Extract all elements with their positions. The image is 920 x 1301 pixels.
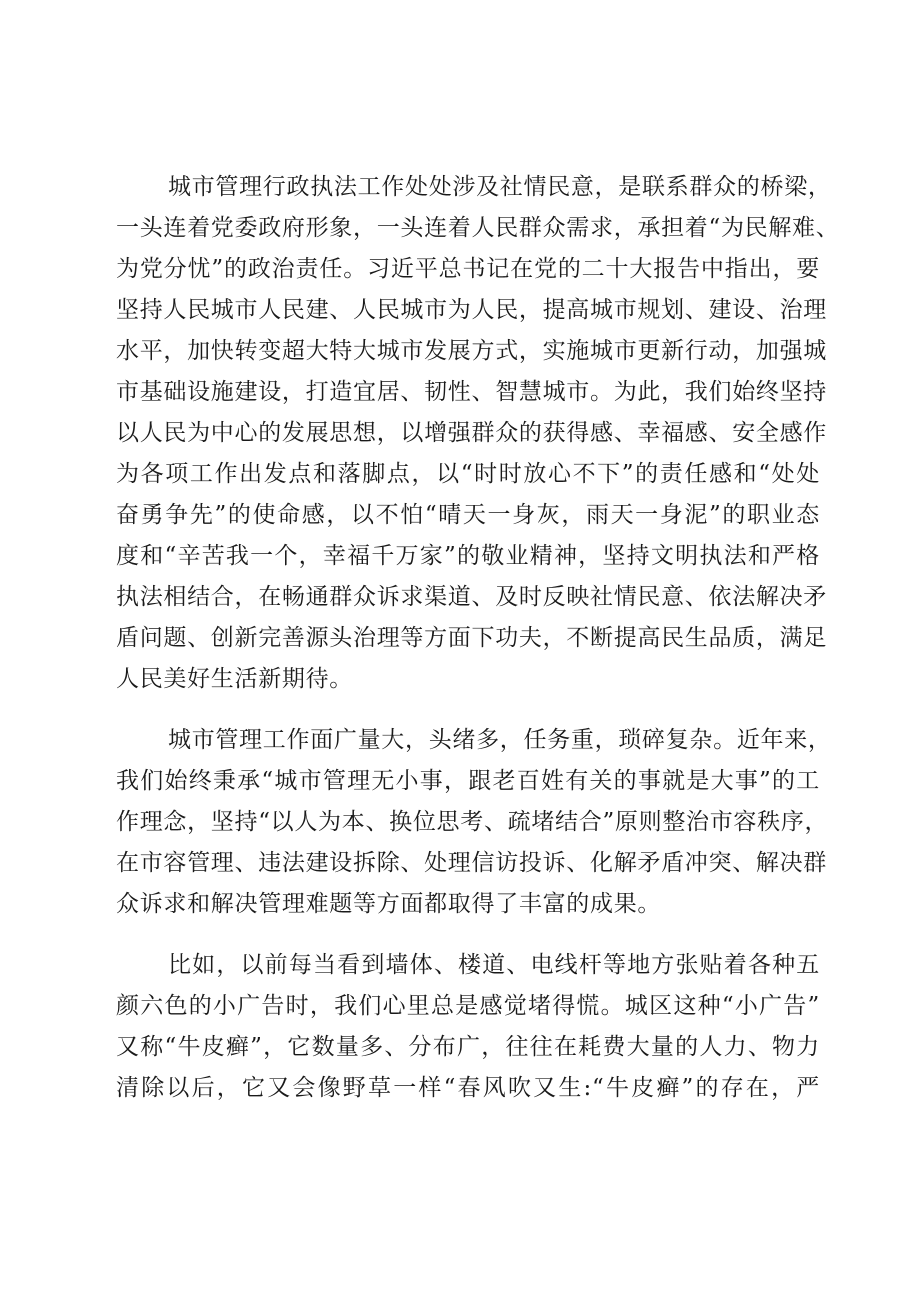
text-line: 为党分忧”的政治责任。习近平总书记在党的二十大报告中指出，要 bbox=[116, 256, 820, 282]
text-line: 城市管理行政执法工作处处涉及社情民意，是联系群众的桥梁， bbox=[168, 174, 832, 200]
text-line: 市基础设施建设，打造宜居、韧性、智慧城市。为此，我们始终坚持 bbox=[116, 379, 827, 405]
text-line: 城市管理工作面广量大，头绪多，任务重，琐碎复杂。近年来， bbox=[168, 727, 832, 753]
text-line: 奋勇争先”的使命感，以不怕“晴天一身灰，雨天一身泥”的职业态 bbox=[116, 502, 820, 528]
text-line: 在市容管理、违法建设拆除、处理信访投诉、化解矛盾冲突、解决群 bbox=[116, 850, 827, 876]
text-line: 执法相结合，在畅通群众诉求渠道、及时反映社情民意、依法解决矛 bbox=[116, 584, 827, 610]
text-line: 度和“辛苦我一个，幸福千万家”的敬业精神，坚持文明执法和严格 bbox=[116, 543, 820, 569]
text-line: 一头连着党委政府形象，一头连着人民群众需求，承担着“为民解难、 bbox=[116, 215, 840, 241]
text-line: 众诉求和解决管理难题等方面都取得了丰富的成果。 bbox=[116, 891, 662, 917]
text-line: 为各项工作出发点和落脚点，以“时时放心不下”的责任感和“处处 bbox=[116, 461, 820, 487]
text-line: 以人民为中心的发展思想，以增强群众的获得感、幸福感、安全感作 bbox=[116, 420, 827, 446]
text-line: 又称“牛皮癣”，它数量多、分布广，往往在耗费大量的人力、物力 bbox=[116, 1034, 820, 1060]
text-line: 颜六色的小广告时，我们心里总是感觉堵得慌。城区这种“小广告” bbox=[116, 993, 820, 1019]
text-line: 坚持人民城市人民建、人民城市为人民，提高城市规划、建设、治理 bbox=[116, 297, 827, 323]
text-line: 清除以后，它又会像野草一样“春风吹又生:“牛皮癣”的存在，严 bbox=[116, 1075, 820, 1101]
text-line: 我们始终秉承“城市管理无小事，跟老百姓有关的事就是大事”的工 bbox=[116, 768, 820, 794]
text-line: 作理念，坚持“以人为本、换位思考、疏堵结合”原则整治市容秩序， bbox=[116, 809, 829, 835]
text-line: 盾问题、创新完善源头治理等方面下功夫，不断提高民生品质，满足 bbox=[116, 625, 827, 651]
text-line: 水平，加快转变超大特大城市发展方式，实施城市更新行动，加强城 bbox=[116, 338, 827, 364]
text-line: 人民美好生活新期待。 bbox=[116, 666, 353, 692]
text-line: 比如，以前每当看到墙体、楼道、电线杆等地方张贴着各种五 bbox=[168, 952, 820, 978]
